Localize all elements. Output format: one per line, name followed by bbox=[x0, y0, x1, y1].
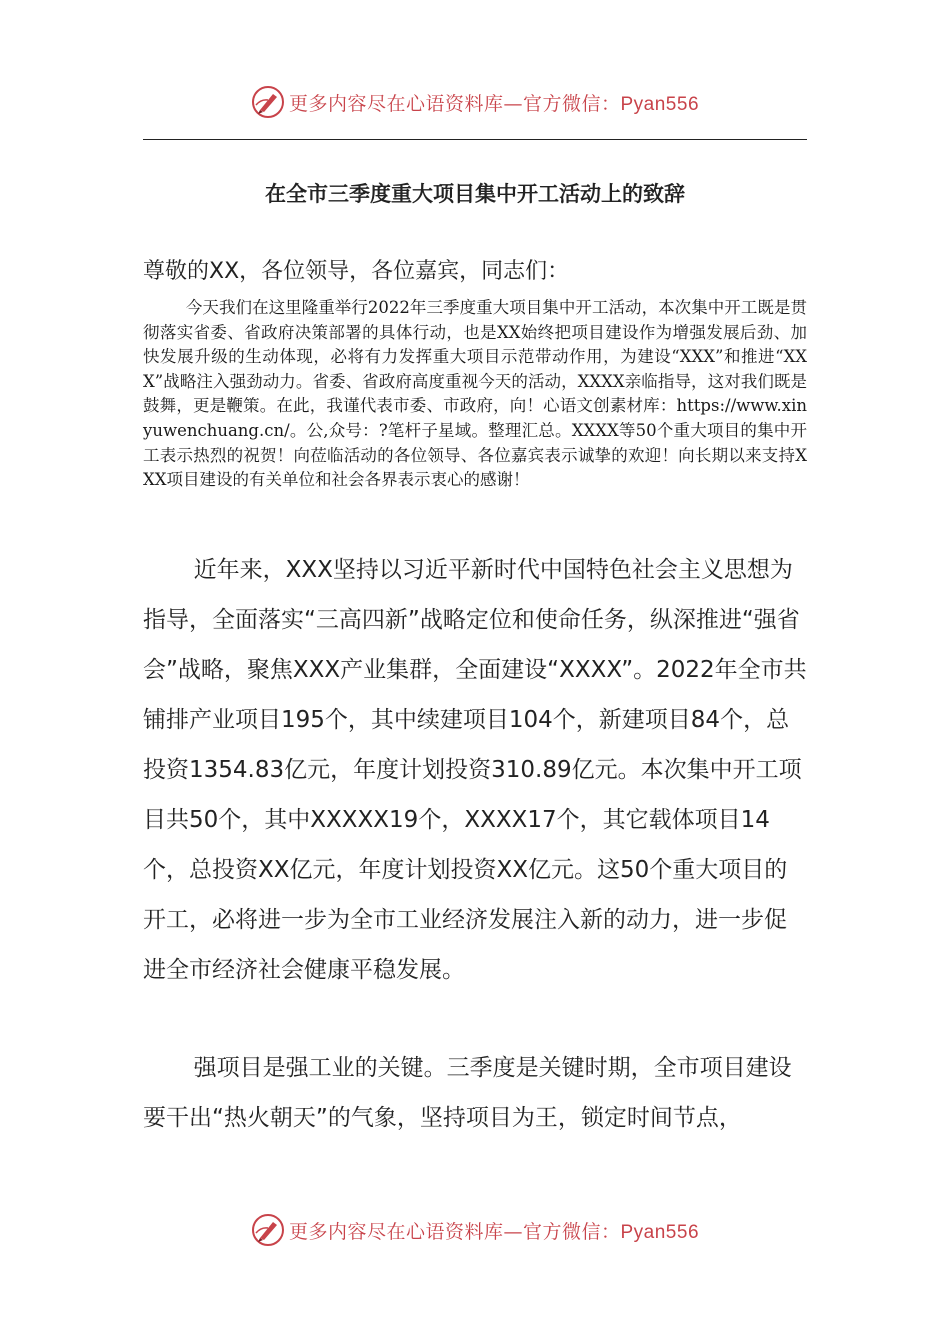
header-wechat-id: Pyan556 bbox=[620, 93, 700, 115]
pen-logo-icon bbox=[251, 1213, 285, 1247]
salutation: 尊敬的XX，各位领导，各位嘉宾，同志们： bbox=[143, 259, 570, 284]
paragraph-2: 近年来，XXX坚持以习近平新时代中国特色社会主义思想为指导，全面落实“三高四新”战略定位和使命任务，纵深推进“强省会”战略，聚焦XXX产业集群，全面建设“XXXX”。2022年全市共铺排产业项目195个，其中续建项目104个，新建项目84个，总投资1354.83亿元，年度计划投资310.89亿元。本次集中开工项目共50个，其中XXXXX19个，XXXX17个，其它载体项目14个，总投资XX亿元，年度计划投资XX亿元。这50个重大项目的开工，必将进一步为全市工业经济发展注入新的动力，进一步促进全市经济社会健康平稳发展。 bbox=[143, 557, 807, 983]
header-banner bbox=[0, 82, 950, 122]
header-divider bbox=[143, 139, 807, 140]
paragraph-1: 今天我们在这里隆重举行2022年三季度重大项目集中开工活动，本次集中开工既是贯彻落实省委、省政府决策部署的具体行动，也是XX始终把项目建设作为增强发展后劲、加快发展升级的生动体现，必将有力发挥重大项目示范带动作用，为建设“XXX”和推进“XXX”战略注入强劲动力。省委、省政府高度重视今天的活动，XXXX亲临指导，这对我们既是鼓舞，更是鞭策。在此，我谨代表市委、市政府，向！心语文创素材库：https://www.xinyuwenchuang.cn/。公,众号：?笔杆子星域。整理汇总。XXXX等50个重大项目的集中开工表示热烈的祝贺！向莅临活动的各位领导、各位嘉宾表示诚挚的欢迎！向长期以来支持XXX项目建设的有关单位和社会各界表示衷心的感谢！ bbox=[143, 298, 807, 490]
footer-banner bbox=[0, 1210, 950, 1250]
header-banner-text: 更多内容尽在心语资料库—官方微信：Pyan556 bbox=[288, 92, 700, 115]
pen-logo-icon bbox=[251, 85, 285, 119]
document-title: 在全市三季度重大项目集中开工活动上的致辞 bbox=[265, 182, 685, 206]
paragraph-3: 强项目是强工业的关键。三季度是关键时期，全市项目建设要干出“热火朝天”的气象，坚持项目为王，锁定时间节点， bbox=[143, 1055, 792, 1131]
footer-wechat-id: Pyan556 bbox=[620, 1221, 700, 1243]
footer-banner-text: 更多内容尽在心语资料库—官方微信：Pyan556 bbox=[288, 1220, 700, 1243]
